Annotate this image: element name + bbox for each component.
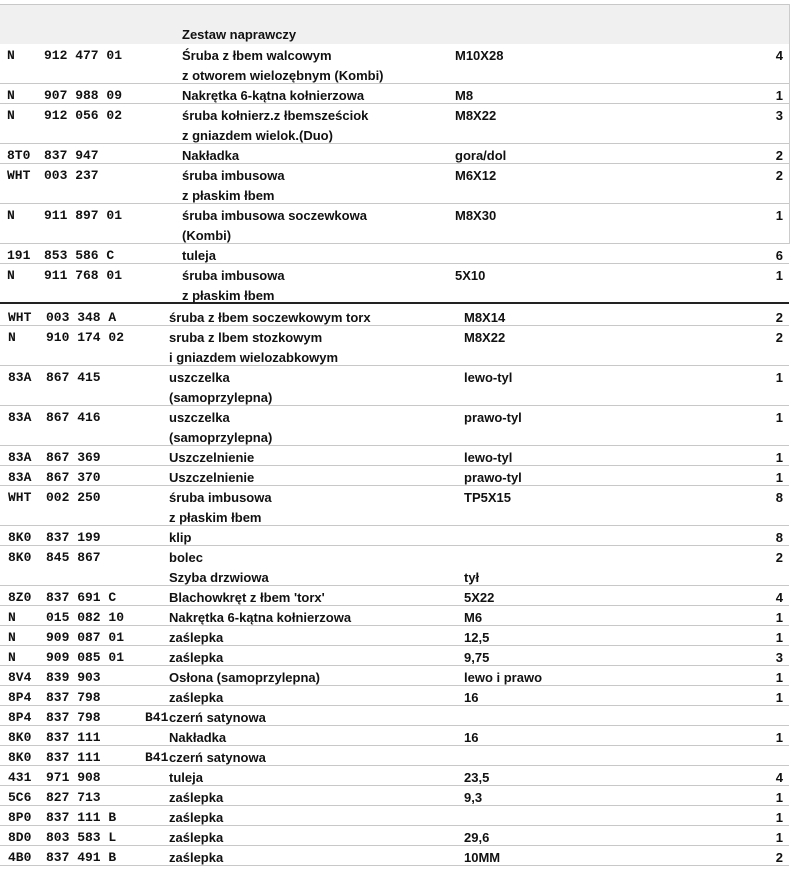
part-number: 837 798 (46, 690, 101, 705)
part-spec: 9,3 (464, 790, 483, 805)
part-description: tuleja (169, 770, 203, 785)
part-prefix: 83A (8, 470, 32, 485)
part-prefix: 8T0 (7, 148, 31, 163)
table-row[interactable] (0, 264, 789, 304)
part-prefix: 431 (8, 770, 32, 785)
part-prefix: N (8, 650, 16, 665)
part-description: zaślepka (169, 690, 224, 705)
part-description: Blachowkręt z łbem 'torx' (169, 590, 325, 605)
part-quantity: 1 (775, 690, 783, 705)
table-row[interactable] (0, 306, 789, 326)
table-row[interactable] (0, 104, 789, 144)
part-quantity: 4 (775, 590, 783, 605)
part-prefix: 8D0 (8, 830, 32, 845)
part-spec: 12,5 (464, 630, 490, 645)
part-description: Nakrętka 6-kątna kołnierzowa (182, 88, 365, 103)
part-quantity: 8 (775, 490, 783, 505)
table-row[interactable] (0, 746, 789, 766)
part-description: (samoprzylepna) (169, 430, 273, 445)
part-prefix: 8P0 (8, 810, 32, 825)
part-suffix: B41 (145, 710, 169, 725)
part-description: z płaskim łbem (169, 510, 262, 525)
part-number: 971 908 (46, 770, 101, 785)
part-number: 867 369 (46, 450, 101, 465)
part-description: uszczelka (169, 370, 230, 385)
part-number: 853 586 C (44, 248, 115, 263)
part-spec: TP5X15 (464, 490, 511, 505)
part-quantity: 1 (775, 670, 783, 685)
table-row[interactable] (0, 44, 789, 84)
part-number: 909 085 01 (46, 650, 125, 665)
part-quantity: 2 (775, 550, 783, 565)
part-number: 912 056 02 (44, 108, 123, 123)
part-prefix: 8P4 (8, 690, 32, 705)
part-number: 837 111 (46, 750, 101, 765)
table-row[interactable] (0, 666, 789, 686)
kit-title: Zestaw naprawczy (182, 27, 297, 42)
part-prefix: 8K0 (8, 750, 32, 765)
part-number: 867 415 (46, 370, 101, 385)
part-prefix: N (8, 610, 16, 625)
part-quantity: 6 (775, 248, 783, 263)
part-description: zaślepka (169, 650, 224, 665)
part-number: 845 867 (46, 550, 101, 565)
part-number: 837 111 (46, 730, 101, 745)
part-description: Śruba z łbem walcowym (182, 48, 332, 63)
part-quantity: 1 (775, 470, 783, 485)
part-description: Szyba drzwiowa (169, 570, 269, 585)
part-description: zaślepka (169, 830, 224, 845)
part-prefix: N (8, 630, 16, 645)
part-prefix: N (7, 208, 15, 223)
part-description: klip (169, 530, 192, 545)
part-description: uszczelka (169, 410, 230, 425)
part-quantity: 1 (775, 208, 783, 223)
table-header (0, 4, 789, 44)
part-prefix: WHT (8, 490, 32, 505)
part-quantity: 3 (775, 650, 783, 665)
part-prefix: 8K0 (8, 730, 32, 745)
part-prefix: N (7, 108, 15, 123)
part-spec: M8X30 (455, 208, 497, 223)
part-prefix: WHT (7, 168, 31, 183)
part-spec: 16 (464, 690, 479, 705)
part-quantity: 2 (775, 330, 783, 345)
part-number: 015 082 10 (46, 610, 125, 625)
part-description: śruba kołnierz.z łbemsześciok (182, 108, 369, 123)
part-number: 911 897 01 (44, 208, 123, 223)
table-row[interactable] (0, 466, 789, 486)
table-row[interactable] (0, 626, 789, 646)
part-quantity: 1 (775, 450, 783, 465)
table-row[interactable] (0, 84, 789, 104)
part-description: Uszczelnienie (169, 470, 255, 485)
part-quantity: 8 (775, 530, 783, 545)
table-row[interactable] (0, 546, 789, 586)
part-description: tuleja (182, 248, 216, 263)
part-number: 002 250 (46, 490, 101, 505)
part-spec: M6X12 (455, 168, 497, 183)
part-prefix: 8V4 (8, 670, 32, 685)
table-row[interactable] (0, 366, 789, 406)
table-row[interactable] (0, 406, 789, 446)
part-prefix: 83A (8, 410, 32, 425)
part-quantity: 2 (775, 168, 783, 183)
part-quantity: 1 (775, 410, 783, 425)
part-quantity: 1 (775, 730, 783, 745)
part-number: 911 768 01 (44, 268, 123, 283)
part-prefix: 83A (8, 450, 32, 465)
part-quantity: 1 (775, 630, 783, 645)
table-row[interactable] (0, 164, 789, 204)
part-spec: M6 (464, 610, 483, 625)
part-quantity: 2 (775, 148, 783, 163)
table-row[interactable] (0, 526, 789, 546)
table-row[interactable] (0, 446, 789, 466)
part-spec: prawo-tyl (464, 470, 522, 485)
part-number: 003 348 A (46, 310, 117, 325)
part-spec: lewo-tyl (464, 370, 513, 385)
part-number: 837 798 (46, 710, 101, 725)
part-description: śruba imbusowa (182, 168, 285, 183)
part-prefix: 8P4 (8, 710, 32, 725)
part-description: czerń satynowa (169, 710, 266, 725)
part-quantity: 1 (775, 810, 783, 825)
part-spec: lewo i prawo (464, 670, 543, 685)
part-number: 909 087 01 (46, 630, 125, 645)
part-number: 867 416 (46, 410, 101, 425)
part-description: z płaskim łbem (182, 288, 275, 303)
part-description: (Kombi) (182, 228, 232, 243)
part-suffix: B41 (145, 750, 169, 765)
part-description: zaślepka (169, 850, 224, 865)
table-row[interactable] (0, 806, 789, 826)
part-number: 827 713 (46, 790, 101, 805)
part-number: 003 237 (44, 168, 99, 183)
part-description: czerń satynowa (169, 750, 266, 765)
part-prefix: 5C6 (8, 790, 32, 805)
part-quantity: 3 (775, 108, 783, 123)
table-row[interactable] (0, 686, 789, 706)
table-row[interactable] (0, 586, 789, 606)
part-description: z otworem wielozębnym (Kombi) (182, 68, 384, 83)
part-description: bolec (169, 550, 203, 565)
table-row[interactable] (0, 606, 789, 626)
table-row[interactable] (0, 846, 789, 866)
part-description: śruba imbusowa (169, 490, 272, 505)
part-prefix: 8K0 (8, 530, 32, 545)
table-row[interactable] (0, 144, 789, 164)
table-row[interactable] (0, 826, 789, 846)
part-number: 837 491 B (46, 850, 117, 865)
table-row[interactable] (0, 244, 789, 264)
table-row[interactable] (0, 204, 789, 244)
divider (789, 4, 790, 244)
part-prefix: WHT (8, 310, 32, 325)
part-description: Nakładka (182, 148, 240, 163)
part-number: 912 477 01 (44, 48, 123, 63)
part-prefix: 4B0 (8, 850, 32, 865)
part-spec: gora/dol (455, 148, 507, 163)
part-spec: M8X22 (464, 330, 506, 345)
part-spec: lewo-tyl (464, 450, 513, 465)
part-prefix: 191 (7, 248, 31, 263)
table-row[interactable] (0, 326, 789, 366)
part-quantity: 1 (775, 88, 783, 103)
table-row[interactable] (0, 486, 789, 526)
part-description: Nakrętka 6-kątna kołnierzowa (169, 610, 352, 625)
part-prefix: N (7, 268, 15, 283)
part-description: zaślepka (169, 810, 224, 825)
part-quantity: 1 (775, 790, 783, 805)
part-number: 910 174 02 (46, 330, 125, 345)
part-number: 839 903 (46, 670, 101, 685)
part-spec: M8 (455, 88, 474, 103)
part-number: 837 199 (46, 530, 101, 545)
part-spec: 16 (464, 730, 479, 745)
table-row[interactable] (0, 646, 789, 666)
part-description: (samoprzylepna) (169, 390, 273, 405)
part-prefix: N (7, 88, 15, 103)
part-quantity: 1 (775, 268, 783, 283)
part-spec: M8X14 (464, 310, 506, 325)
part-quantity: 1 (775, 610, 783, 625)
part-description: zaślepka (169, 790, 224, 805)
part-prefix: N (7, 48, 15, 63)
part-quantity: 1 (775, 370, 783, 385)
part-description: Nakładka (169, 730, 227, 745)
table-row[interactable] (0, 766, 789, 786)
part-description: sruba z lbem stozkowym (169, 330, 323, 345)
part-quantity: 1 (775, 830, 783, 845)
part-number: 837 691 C (46, 590, 117, 605)
part-number: 837 947 (44, 148, 99, 163)
part-prefix: 8K0 (8, 550, 32, 565)
part-spec: 10MM (464, 850, 501, 865)
part-description: i gniazdem wielozabkowym (169, 350, 339, 365)
part-description: Uszczelnienie (169, 450, 255, 465)
part-description: z płaskim łbem (182, 188, 275, 203)
table-row[interactable] (0, 786, 789, 806)
part-spec: 29,6 (464, 830, 490, 845)
part-number: 837 111 B (46, 810, 117, 825)
part-number: 907 988 09 (44, 88, 123, 103)
part-quantity: 4 (775, 770, 783, 785)
table-row[interactable] (0, 706, 789, 726)
part-quantity: 2 (775, 850, 783, 865)
part-prefix: N (8, 330, 16, 345)
part-spec: 23,5 (464, 770, 490, 785)
part-spec: prawo-tyl (464, 410, 522, 425)
part-spec: M8X22 (455, 108, 497, 123)
part-description: Osłona (samoprzylepna) (169, 670, 320, 685)
part-quantity: 2 (775, 310, 783, 325)
part-spec: 9,75 (464, 650, 490, 665)
part-spec: tył (464, 570, 480, 585)
part-description: z gniazdem wielok.(Duo) (182, 128, 333, 143)
part-spec: 5X22 (464, 590, 495, 605)
part-spec: 5X10 (455, 268, 486, 283)
part-prefix: 83A (8, 370, 32, 385)
table-row[interactable] (0, 726, 789, 746)
part-prefix: 8Z0 (8, 590, 32, 605)
part-number: 803 583 L (46, 830, 117, 845)
part-description: zaślepka (169, 630, 224, 645)
part-description: śruba imbusowa soczewkowa (182, 208, 367, 223)
part-description: śruba imbusowa (182, 268, 285, 283)
part-quantity: 4 (775, 48, 783, 63)
part-spec: M10X28 (455, 48, 504, 63)
part-number: 867 370 (46, 470, 101, 485)
part-description: śruba z łbem soczewkowym torx (169, 310, 371, 325)
